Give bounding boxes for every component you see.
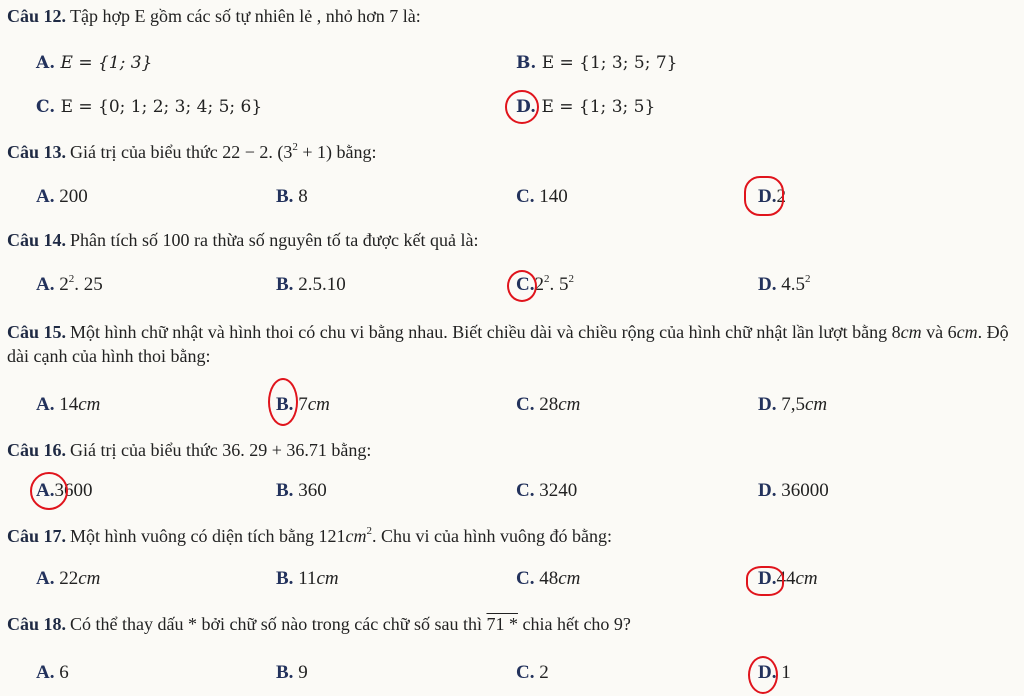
exponent: 2	[543, 273, 550, 285]
option-letter: B.	[276, 274, 294, 295]
option-letter: A.	[36, 662, 55, 683]
answer-circle-mark	[746, 566, 784, 596]
overlined-number: 71 *	[486, 614, 518, 634]
option-letter: A.	[36, 186, 55, 207]
option-letter: B.	[276, 394, 294, 415]
unit: cm	[558, 394, 581, 415]
question-text: Một hình vuông có diện tích bằng 121	[70, 526, 346, 546]
option-base: 2	[59, 274, 69, 295]
question-15	[7, 320, 1017, 368]
option-text: 36000	[781, 480, 829, 501]
option-13-c[interactable]	[516, 184, 568, 210]
question-label: Câu 17.	[7, 526, 67, 546]
option-12-b[interactable]	[516, 50, 677, 76]
unit: cm	[795, 568, 818, 589]
option-16-b[interactable]	[276, 478, 327, 504]
answer-circle-mark	[744, 176, 784, 216]
option-letter: D.	[758, 568, 777, 589]
option-rest: . 25	[74, 274, 103, 295]
option-15-c[interactable]	[516, 392, 580, 418]
exponent: 2	[804, 273, 811, 285]
unit: cm	[78, 394, 101, 415]
question-text-end: . Chu vi của hình vuông đó bằng:	[371, 526, 612, 546]
question-13	[7, 140, 377, 164]
option-letter: B.	[276, 186, 294, 207]
option-letter: A.	[36, 394, 55, 415]
option-number: 28	[539, 394, 559, 415]
unit: cm	[900, 322, 922, 342]
option-text: 2.5.10	[298, 274, 346, 295]
option-letter: C.	[516, 186, 535, 207]
option-text: 140	[539, 186, 568, 207]
option-letter: C.	[516, 662, 535, 683]
option-letter: C.	[516, 480, 535, 501]
option-letter: D.	[758, 274, 777, 295]
question-label: Câu 16.	[7, 440, 67, 460]
option-letter: D.	[516, 97, 537, 117]
option-letter: A.	[36, 53, 56, 73]
option-number: 22	[59, 568, 79, 589]
exponent: 2	[568, 273, 574, 285]
option-13-a[interactable]	[36, 184, 88, 210]
option-text: 200	[59, 186, 88, 207]
option-text: 360	[298, 480, 327, 501]
option-text: 9	[298, 662, 308, 683]
question-text: Có thể thay dấu * bởi chữ số nào trong các chữ số sau thì	[70, 614, 487, 634]
option-16-d[interactable]	[758, 478, 829, 504]
option-rest: . 5	[549, 274, 569, 295]
option-letter: D.	[758, 186, 777, 207]
option-letter: A.	[36, 568, 55, 589]
option-text: 6	[59, 662, 69, 683]
option-14-d[interactable]	[758, 272, 810, 298]
unit: cm	[316, 568, 339, 589]
question-label: Câu 14.	[7, 230, 67, 250]
unit: cm	[558, 568, 581, 589]
answer-circle-mark	[30, 472, 68, 510]
question-text: Giá trị của biểu thức 22 − 2. (3	[70, 142, 293, 162]
question-18	[7, 612, 631, 636]
option-text: 3240	[539, 480, 578, 501]
option-12-a[interactable]	[36, 50, 152, 76]
option-14-a[interactable]	[36, 272, 103, 298]
question-label: Câu 18.	[7, 614, 67, 634]
option-letter: B.	[516, 53, 537, 73]
option-text: 3600	[54, 480, 93, 501]
option-letter: D.	[758, 480, 777, 501]
option-letter: B.	[276, 568, 294, 589]
option-18-a[interactable]	[36, 660, 69, 686]
question-text-end: . Độ dài cạnh của hình thoi bằng:	[7, 322, 1009, 366]
option-text: 8	[298, 186, 308, 207]
option-letter: C.	[516, 394, 535, 415]
option-text: E = {1; 3; 5; 7}	[541, 53, 678, 73]
question-text: Một hình chữ nhật và hình thoi có chu vi bằng nhau. Biết chiều dài và chiều rộng của hình chữ nhật lần lượt bằng 8	[70, 322, 901, 342]
exponent: 2	[366, 525, 372, 537]
question-12	[7, 4, 421, 28]
answer-circle-mark	[268, 378, 298, 426]
option-17-c[interactable]	[516, 566, 580, 592]
question-text-mid: và 6	[921, 322, 957, 342]
question-17	[7, 524, 612, 548]
option-letter: B.	[276, 480, 294, 501]
option-letter: D.	[758, 394, 777, 415]
option-text: E = {1; 3; 5}	[541, 97, 656, 117]
option-text: E = {1; 3}	[60, 53, 153, 73]
unit: cm	[345, 526, 367, 546]
answer-circle-mark	[748, 656, 778, 694]
unit: cm	[804, 394, 828, 415]
option-18-b[interactable]	[276, 660, 308, 686]
option-letter: C.	[36, 97, 56, 117]
option-text: 2	[539, 662, 549, 683]
option-text: E = {0; 1; 2; 3; 4; 5; 6}	[60, 97, 263, 117]
answer-circle-mark	[505, 90, 539, 124]
question-14	[7, 228, 478, 252]
question-label: Câu 15.	[7, 322, 67, 342]
option-13-b[interactable]	[276, 184, 308, 210]
question-16	[7, 438, 371, 462]
option-17-b[interactable]	[276, 566, 339, 592]
question-text-end: chia hết cho 9?	[517, 614, 631, 634]
unit: cm	[78, 568, 101, 589]
question-label: Câu 12.	[7, 6, 67, 26]
unit: cm	[956, 322, 978, 342]
option-number: 11	[298, 568, 317, 589]
option-base: 4.5	[781, 274, 805, 295]
exponent: 2	[292, 141, 298, 153]
answer-circle-mark	[507, 270, 537, 302]
option-number: 44	[776, 568, 796, 589]
option-letter: B.	[276, 662, 294, 683]
option-letter: A.	[36, 480, 55, 501]
option-letter: D.	[758, 662, 777, 683]
option-18-c[interactable]	[516, 660, 549, 686]
option-text: 1	[781, 662, 791, 683]
option-15-a[interactable]	[36, 392, 100, 418]
option-12-c[interactable]	[36, 94, 262, 120]
option-17-a[interactable]	[36, 566, 100, 592]
option-number: 14	[59, 394, 79, 415]
option-base: 2	[534, 274, 544, 295]
option-number: 48	[539, 568, 559, 589]
question-text-end: + 1) bằng:	[297, 142, 377, 162]
option-text: 2	[776, 186, 786, 207]
option-number: 7	[298, 394, 308, 415]
option-number: 7,5	[781, 394, 805, 415]
option-14-b[interactable]	[276, 272, 346, 298]
option-15-d[interactable]	[758, 392, 827, 418]
option-letter: C.	[516, 568, 535, 589]
unit: cm	[307, 394, 330, 415]
question-text: Phân tích số 100 ra thừa số nguyên tố ta được kết quả là:	[70, 230, 479, 250]
option-16-c[interactable]	[516, 478, 577, 504]
question-text: Giá trị của biểu thức 36. 29 + 36.71 bằng:	[70, 440, 372, 460]
option-letter: A.	[36, 274, 55, 295]
question-label: Câu 13.	[7, 142, 67, 162]
exponent: 2	[68, 273, 75, 285]
question-text: Tập hợp E gồm các số tự nhiên lẻ , nhỏ hơn 7 là:	[70, 6, 421, 26]
option-letter: C.	[516, 274, 535, 295]
